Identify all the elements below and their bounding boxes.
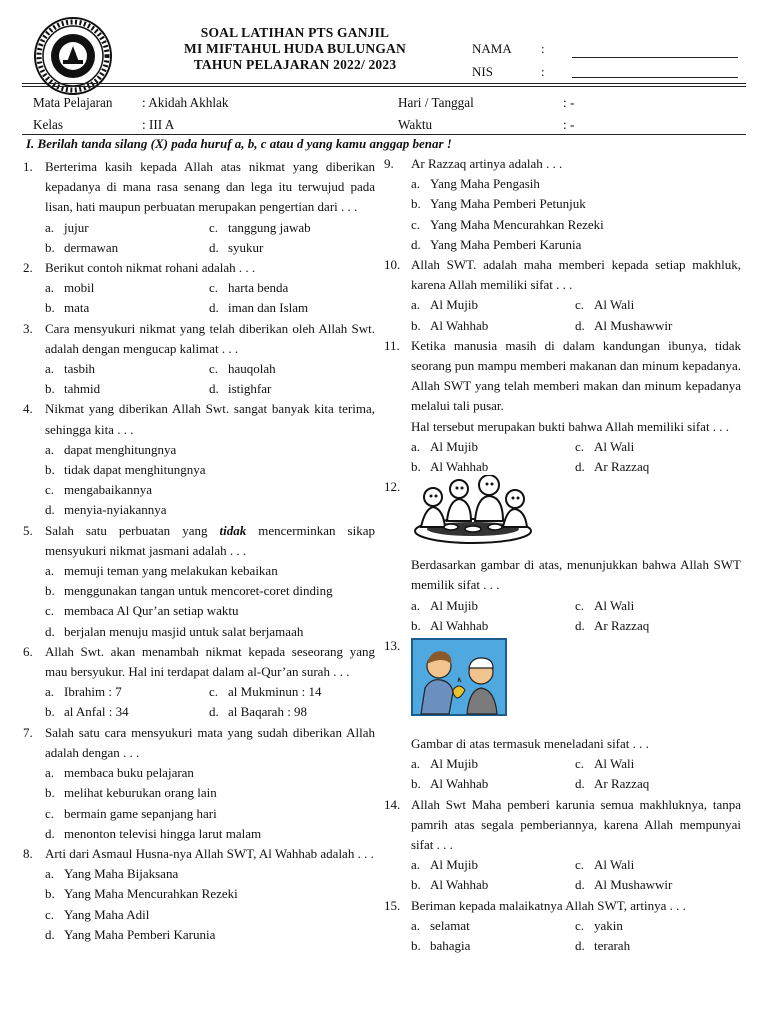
- question-number: 2.: [23, 260, 33, 276]
- question-text: Salah satu cara mensyukuri mata yang sudah diberikan Allah adalah dengan . . .: [45, 724, 375, 760]
- option-d[interactable]: [23, 622, 375, 642]
- option-letter: b.: [45, 300, 55, 316]
- option-letter: d.: [209, 300, 219, 316]
- option-letter: a.: [411, 756, 421, 772]
- option-text: Yang Maha Pengasih: [430, 176, 540, 192]
- option-d[interactable]: [23, 824, 375, 844]
- question-14: [384, 795, 741, 896]
- school-seal-logo: [33, 16, 113, 96]
- option-text: iman dan Islam: [228, 300, 309, 316]
- waktu-label: Waktu: [398, 117, 433, 132]
- question-number: 15.: [384, 897, 401, 913]
- option-a[interactable]: [411, 855, 575, 875]
- right-column: [384, 154, 741, 956]
- option-text: menonton televisi hingga larut malam: [64, 825, 262, 841]
- question-text: Ketika manusia masih di dalam kandungan ibunya, tidak seorang pun mampu memberi makanan dan minum kepadanya. Allah SWT yang telah memberi makan dan minum kepadanya melalui tali pusar.: [411, 337, 741, 414]
- option-letter: d.: [45, 926, 55, 942]
- option-letter: c.: [45, 482, 55, 498]
- question-number: 5.: [23, 522, 33, 538]
- option-c[interactable]: [209, 278, 373, 298]
- option-text: terarah: [594, 938, 631, 954]
- option-b[interactable]: [411, 316, 575, 336]
- option-text: tasbih: [64, 361, 96, 377]
- question-number: 10.: [384, 257, 401, 273]
- option-letter: c.: [575, 917, 585, 933]
- option-letter: a.: [45, 280, 55, 296]
- option-d[interactable]: [575, 936, 739, 956]
- option-text: Al Wali: [594, 756, 635, 772]
- option-letter: c.: [575, 756, 585, 772]
- nama-label: NAMA: [472, 41, 512, 56]
- option-c[interactable]: [575, 754, 739, 774]
- option-text: jujur: [64, 219, 89, 235]
- option-b[interactable]: [45, 298, 209, 318]
- option-text: istighfar: [228, 381, 272, 397]
- option-letter: a.: [45, 684, 55, 700]
- option-letter: b.: [411, 617, 421, 633]
- option-d[interactable]: [209, 298, 373, 318]
- people-eating-illustration: [411, 475, 535, 551]
- title-line-3: TAHUN PELAJARAN 2022/ 2023: [193, 57, 397, 72]
- option-text: Ar Razzaq: [594, 617, 650, 633]
- text: mencerminkan sikap mensyukuri nikmat jasmani adalah . . .: [45, 522, 375, 558]
- nis-field[interactable]: [572, 77, 738, 78]
- option-text: Yang Maha Mencurahkan Rezeki: [64, 886, 238, 902]
- option-letter: b.: [45, 886, 55, 902]
- option-text: Al Wahhab: [430, 317, 489, 333]
- question-12: [384, 477, 741, 636]
- question-text-2: Hal tersebut merupakan bukti bahwa Allah memiliki sifat . . .: [411, 418, 730, 434]
- question-5: [23, 521, 375, 642]
- option-text: Al Mujib: [430, 857, 479, 873]
- option-letter: c.: [209, 361, 219, 377]
- option-text: Yang Maha Adil: [64, 906, 150, 922]
- option-d[interactable]: [575, 316, 739, 336]
- option-letter: d.: [575, 617, 585, 633]
- option-c[interactable]: [23, 480, 375, 500]
- question-text: Cara mensyukuri nikmat yang telah diberikan oleh Allah Swt. adalah dengan mengucap kalimat . . .: [45, 320, 375, 356]
- question-number: 14.: [384, 796, 401, 812]
- question-text: [45, 523, 375, 558]
- option-text: Al Mujib: [430, 438, 479, 454]
- option-letter: b.: [411, 196, 421, 212]
- option-text: membaca buku pelajaran: [64, 765, 194, 781]
- question-number: 9.: [384, 156, 394, 171]
- option-letter: a.: [45, 866, 55, 882]
- option-letter: c.: [575, 438, 585, 454]
- option-letter: b.: [45, 239, 55, 255]
- option-text: Al Mujib: [430, 597, 479, 613]
- option-text: dapat menghitungnya: [64, 441, 177, 457]
- option-text: al Mukminun : 14: [228, 684, 322, 700]
- option-letter: a.: [411, 597, 421, 613]
- option-c[interactable]: [209, 218, 373, 238]
- option-letter: d.: [575, 938, 585, 954]
- option-b[interactable]: [411, 457, 575, 477]
- option-text: membaca Al Qur’an setiap waktu: [64, 603, 239, 619]
- option-text: menggunakan tangan untuk mencoret-coret dinding: [64, 583, 333, 599]
- option-a[interactable]: [45, 359, 209, 379]
- option-letter: c.: [209, 280, 219, 296]
- question-number: 13.: [384, 638, 401, 654]
- text: tidak: [219, 522, 247, 538]
- option-b[interactable]: [411, 616, 575, 636]
- question-number: 8.: [23, 845, 33, 861]
- option-letter: c.: [209, 219, 219, 235]
- option-text: mengabaikannya: [64, 482, 153, 498]
- option-b[interactable]: [384, 194, 741, 214]
- option-text: melihat keburukan orang lain: [64, 785, 217, 801]
- question-text: Gambar di atas termasuk meneladani sifat . . .: [411, 736, 649, 752]
- option-letter: d.: [575, 877, 585, 893]
- question-13: [384, 636, 741, 795]
- question-text: Berterima kasih kepada Allah atas nikmat yang diberikan kepadanya di mana rasa senang dan lega itu terwujud pada lisan, hati maupun perbuatan merupakan pengertian dari . . .: [45, 159, 375, 215]
- option-letter: d.: [209, 239, 219, 255]
- question-text: Allah SWT. adalah maha memberi kepada setiap makhluk, karena Allah memiliki sifat . . .: [411, 257, 741, 293]
- option-d[interactable]: [23, 500, 375, 520]
- question-number: 11.: [384, 337, 400, 353]
- question-text: Beriman kepada malaikatnya Allah SWT, artinya . . .: [411, 897, 686, 913]
- option-letter: d.: [575, 459, 585, 475]
- option-text: bermain game sepanjang hari: [64, 805, 217, 821]
- text: Salah satu perbuatan yang: [45, 522, 220, 538]
- option-text: Yang Maha Pemberi Karunia: [64, 926, 216, 942]
- option-letter: c.: [411, 216, 421, 232]
- question-text: Ar Razzaq artinya adalah . . .: [411, 156, 563, 171]
- option-letter: b.: [411, 938, 421, 954]
- question-text: Berikut contoh nikmat rohani adalah . . .: [45, 260, 256, 276]
- option-letter: b.: [411, 776, 421, 792]
- option-text: al Baqarah : 98: [228, 704, 308, 720]
- question-9: [384, 154, 741, 255]
- question-15: [384, 896, 741, 957]
- option-letter: b.: [45, 583, 55, 599]
- option-c[interactable]: [575, 596, 739, 616]
- question-text: Allah Swt Maha pemberi karunia semua makhluknya, tanpa pamrih atas segala pemberiannya, karena Allah mempunyai sifat . . .: [411, 796, 741, 853]
- info-divider: [22, 134, 746, 135]
- document-title: [140, 25, 450, 73]
- option-text: dermawan: [64, 239, 119, 255]
- option-text: Yang Maha Bijaksana: [64, 866, 179, 882]
- option-text: memuji teman yang melakukan kebaikan: [64, 563, 278, 579]
- option-a[interactable]: [23, 440, 375, 460]
- option-text: Al Mujib: [430, 756, 479, 772]
- option-text: berjalan menuju masjid untuk salat berjamaah: [64, 623, 304, 639]
- option-c[interactable]: [575, 295, 739, 315]
- option-text: Al Mushawwir: [594, 317, 673, 333]
- option-letter: b.: [45, 785, 55, 801]
- option-a[interactable]: [45, 278, 209, 298]
- option-d[interactable]: [23, 925, 375, 945]
- option-text: tidak dapat menghitungnya: [64, 462, 206, 478]
- option-c[interactable]: [23, 905, 375, 925]
- option-letter: d.: [45, 623, 55, 639]
- option-text: Al Wali: [594, 297, 635, 313]
- option-letter: a.: [45, 563, 55, 579]
- option-text: tanggung jawab: [228, 219, 311, 235]
- option-text: syukur: [228, 239, 264, 255]
- question-11: [384, 336, 741, 477]
- option-letter: c.: [575, 297, 585, 313]
- option-text: Al Wahhab: [430, 776, 489, 792]
- option-text: al Anfal : 34: [64, 704, 129, 720]
- option-letter: a.: [411, 297, 421, 313]
- question-number: 4.: [23, 401, 33, 417]
- option-text: Al Wali: [594, 857, 635, 873]
- option-letter: d.: [209, 704, 219, 720]
- option-d[interactable]: [575, 616, 739, 636]
- question-3: [23, 319, 375, 400]
- option-letter: c.: [45, 906, 55, 922]
- option-letter: a.: [411, 917, 421, 933]
- option-b[interactable]: [45, 238, 209, 258]
- option-d[interactable]: [209, 702, 373, 722]
- option-c[interactable]: [23, 601, 375, 621]
- option-text: Al Wali: [594, 438, 635, 454]
- option-c[interactable]: [575, 437, 739, 457]
- mapel-label: Mata Pelajaran: [33, 95, 113, 110]
- header-divider-top-2: [22, 86, 746, 87]
- option-letter: a.: [45, 765, 55, 781]
- option-a[interactable]: [23, 763, 375, 783]
- question-2: [23, 258, 375, 319]
- option-letter: c.: [575, 857, 585, 873]
- option-letter: a.: [45, 219, 55, 235]
- option-c[interactable]: [209, 682, 373, 702]
- option-text: Ar Razzaq: [594, 459, 650, 475]
- option-letter: c.: [209, 684, 219, 700]
- option-letter: d.: [209, 381, 219, 397]
- mapel-value: : Akidah Akhlak: [142, 95, 229, 110]
- nama-field[interactable]: [572, 57, 738, 58]
- option-letter: d.: [45, 825, 55, 841]
- option-d[interactable]: [384, 235, 741, 255]
- question-number: 3.: [23, 320, 33, 336]
- option-b[interactable]: [23, 460, 375, 480]
- option-c[interactable]: [575, 916, 739, 936]
- option-b[interactable]: [23, 783, 375, 803]
- header-divider-top: [22, 83, 746, 84]
- option-a[interactable]: [411, 596, 575, 616]
- option-text: Ar Razzaq: [594, 776, 650, 792]
- option-b[interactable]: [45, 702, 209, 722]
- option-letter: a.: [45, 441, 55, 457]
- hari-label: Hari / Tanggal: [398, 95, 474, 110]
- option-a[interactable]: [411, 754, 575, 774]
- option-c[interactable]: [209, 359, 373, 379]
- question-number: 1.: [23, 159, 33, 174]
- option-d[interactable]: [575, 774, 739, 794]
- question-8: [23, 844, 375, 945]
- option-text: Yang Maha Mencurahkan Rezeki: [430, 216, 604, 232]
- option-letter: b.: [45, 462, 55, 478]
- option-letter: a.: [411, 438, 421, 454]
- option-b[interactable]: [411, 936, 575, 956]
- question-text: Arti dari Asmaul Husna-nya Allah SWT, Al Wahhab adalah . . .: [45, 845, 374, 861]
- kelas-label: Kelas: [33, 117, 64, 132]
- option-b[interactable]: [411, 875, 575, 895]
- giving-gift-illustration: [411, 638, 507, 716]
- option-text: Al Wahhab: [430, 459, 489, 475]
- option-letter: b.: [45, 704, 55, 720]
- option-a[interactable]: [411, 916, 575, 936]
- kelas-value: : III A: [142, 117, 175, 132]
- option-letter: a.: [45, 361, 55, 377]
- option-d[interactable]: [209, 238, 373, 258]
- option-text: tahmid: [64, 381, 101, 397]
- option-letter: b.: [45, 381, 55, 397]
- option-text: mata: [64, 300, 90, 316]
- option-text: Al Mujib: [430, 297, 479, 313]
- hari-value: : -: [563, 95, 575, 110]
- question-number: 7.: [23, 724, 33, 740]
- option-text: bahagia: [430, 938, 471, 954]
- option-c[interactable]: [575, 855, 739, 875]
- option-letter: c.: [45, 603, 55, 619]
- nama-colon: :: [541, 41, 545, 56]
- option-a[interactable]: [45, 682, 209, 702]
- nis-colon: :: [541, 64, 545, 79]
- option-letter: b.: [411, 459, 421, 475]
- option-letter: d.: [45, 502, 55, 518]
- question-1: [23, 157, 375, 258]
- option-a[interactable]: [45, 218, 209, 238]
- option-letter: b.: [411, 877, 421, 893]
- question-6: [23, 642, 375, 723]
- question-number: 6.: [23, 643, 33, 659]
- option-text: selamat: [430, 917, 470, 933]
- option-text: menyia-nyiakannya: [64, 502, 167, 518]
- option-a[interactable]: [411, 437, 575, 457]
- option-b[interactable]: [45, 379, 209, 399]
- waktu-value: : -: [563, 117, 575, 132]
- option-text: yakin: [594, 917, 623, 933]
- option-d[interactable]: [209, 379, 373, 399]
- option-letter: a.: [411, 176, 421, 192]
- option-d[interactable]: [575, 875, 739, 895]
- left-column: [23, 157, 375, 945]
- question-text: Nikmat yang diberikan Allah Swt. sangat banyak kita terima, sehingga kita . . .: [45, 401, 375, 437]
- option-letter: d.: [411, 236, 421, 252]
- title-line-1: SOAL LATIHAN PTS GANJIL: [200, 25, 390, 40]
- option-b[interactable]: [411, 774, 575, 794]
- option-text: Al Wali: [594, 597, 635, 613]
- option-letter: d.: [575, 776, 585, 792]
- option-text: Yang Maha Pemberi Petunjuk: [430, 196, 586, 212]
- option-letter: c.: [45, 805, 55, 821]
- option-letter: c.: [575, 597, 585, 613]
- option-text: harta benda: [228, 280, 289, 296]
- question-text: Allah Swt. akan menambah nikmat kepada seseorang yang mau bersyukur. Hal ini terdapat dalam al-Qur’an surah . . .: [45, 643, 375, 680]
- instruction: I. Berilah tanda silang (X) pada huruf a, b, c atau d yang kamu anggap benar !: [26, 136, 452, 151]
- option-text: Al Wahhab: [430, 877, 489, 893]
- option-a[interactable]: [411, 295, 575, 315]
- question-7: [23, 723, 375, 844]
- option-b[interactable]: [23, 884, 375, 904]
- option-a[interactable]: [23, 864, 375, 884]
- question-number: 12.: [384, 479, 401, 495]
- nis-label: NIS: [472, 64, 493, 79]
- title-line-2: MI MIFTAHUL HUDA BULUNGAN: [184, 41, 406, 56]
- option-text: Al Mushawwir: [594, 877, 673, 893]
- option-text: mobil: [64, 280, 95, 296]
- option-text: Yang Maha Pemberi Karunia: [430, 236, 582, 252]
- option-c[interactable]: [23, 804, 375, 824]
- option-text: Al Wahhab: [430, 617, 489, 633]
- question-10: [384, 255, 741, 336]
- option-letter: d.: [575, 317, 585, 333]
- option-d[interactable]: [575, 457, 739, 477]
- option-letter: b.: [411, 317, 421, 333]
- question-text: Berdasarkan gambar di atas, menunjukkan bahwa Allah SWT memilik sifat . . .: [411, 557, 741, 593]
- option-a[interactable]: [23, 561, 375, 581]
- option-letter: a.: [411, 857, 421, 873]
- option-a[interactable]: [384, 174, 741, 194]
- option-c[interactable]: [384, 215, 741, 235]
- option-text: Ibrahim : 7: [64, 684, 122, 700]
- option-b[interactable]: [23, 581, 375, 601]
- question-4: [23, 399, 375, 520]
- option-text: hauqolah: [228, 361, 276, 377]
